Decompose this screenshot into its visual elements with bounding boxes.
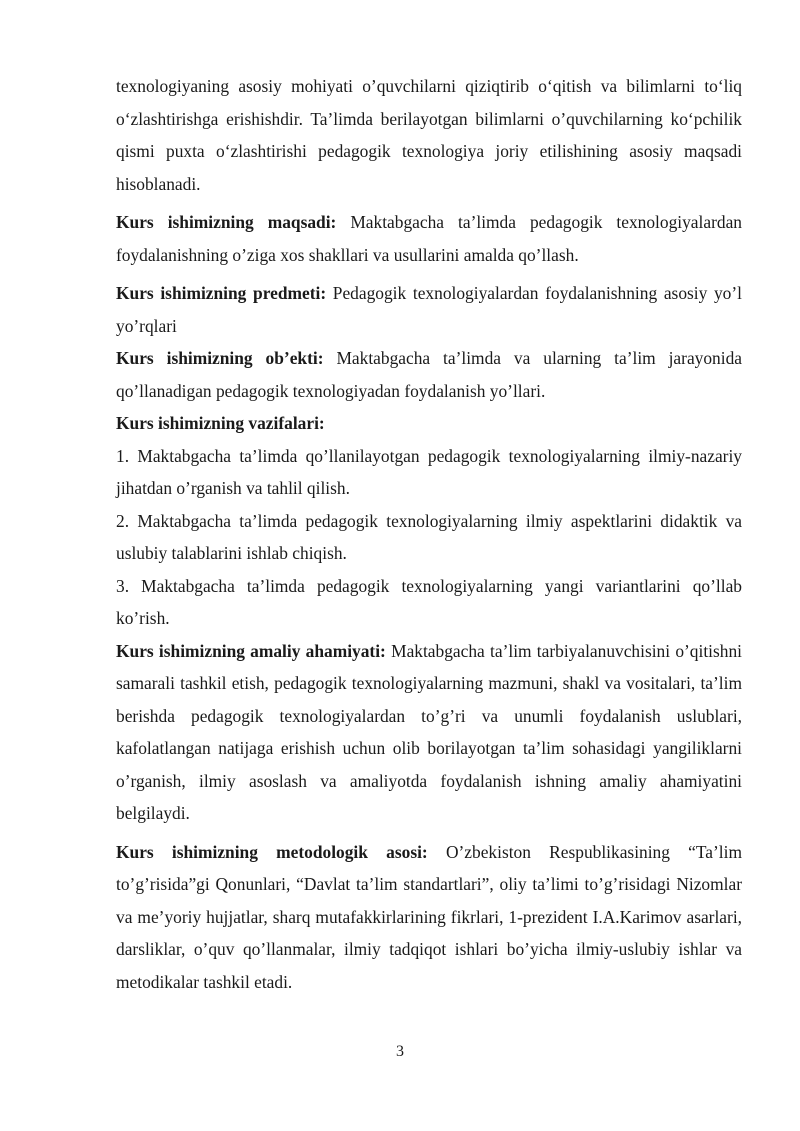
- task-item-3: [116, 570, 742, 635]
- task-item-1: [116, 440, 742, 505]
- tasks-label: Kurs ishimizning vazifalari:: [116, 413, 325, 433]
- practical-significance-text: Maktabgacha ta’lim tarbiyalanuvchisini o’qitishni samarali tashkil etish, pedagogik texnologiyalarning mazmuni, shakl va vositalari, ta’lim berishda pedagogik texnologiyalardan to’g’ri va unumli foydalanish uslublari, kafolatlangan natijaga erishish uchun olib borilayotgan ta’lim sohasidagi yangiliklarni o’rganish, ilmiy asoslash va amaliyotda foydalanish ishning amaliy ahamiyatini belgilaydi.: [116, 640, 742, 823]
- object-label: Kurs ishimizning ob’ekti:: [116, 348, 324, 368]
- object-text: Maktabgacha ta’limda va ularning ta’lim jarayonida qo’llanadigan pedagogik texnologiyadan foydalanish yo’llari.: [116, 348, 742, 401]
- tasks-heading: [116, 407, 742, 440]
- intro-text: texnologiyaning asosiy mohiyati o’quvchilarni qiziqtirib o‘qitish va bilimlarni to‘liq o‘zlashtirishga erishishdir. Ta’limda berilayotgan bilimlarni o’quvchilarning ko‘pchilik qismi puxta o‘zlashtirishi pedagogik texnologiya joriy etilishining asosiy maqsadi hisoblanadi.: [116, 76, 742, 194]
- purpose-text: Maktabgacha ta’limda pedagogik texnologiyalardan foydalanishning o’ziga xos shakllari va usullarini amalda qo’llash.: [116, 212, 742, 265]
- task-item-3-text: 3. Maktabgacha ta’limda pedagogik texnologiyalarning yangi variantlarini qo’llab ko’rish.: [116, 575, 742, 628]
- methodology-paragraph: [116, 836, 742, 999]
- practical-significance-label: Kurs ishimizning amaliy ahamiyati:: [116, 640, 386, 661]
- intro-paragraph: [116, 70, 742, 200]
- page-number: 3: [396, 1043, 404, 1060]
- object-paragraph: [116, 342, 742, 407]
- subject-paragraph: [116, 277, 742, 342]
- practical-significance-paragraph: [116, 635, 742, 830]
- document-page: [116, 70, 742, 998]
- purpose-label: Kurs ishimizning maqsadi:: [116, 212, 337, 232]
- task-item-2-text: 2. Maktabgacha ta’limda pedagogik texnologiyalarning ilmiy aspektlarini didaktik va uslubiy talablarini ishlab chiqish.: [116, 510, 742, 563]
- methodology-label: Kurs ishimizning metodologik asosi:: [116, 841, 428, 862]
- subject-text: Pedagogik texnologiyalardan foydalanishning asosiy yo’l yo’rqlari: [116, 283, 742, 336]
- task-item-2: [116, 505, 742, 570]
- subject-label: Kurs ishimizning predmeti:: [116, 283, 327, 303]
- task-item-1-text: 1. Maktabgacha ta’limda qo’llanilayotgan pedagogik texnologiyalarning ilmiy-nazariy jihatdan o’rganish va tahlil qilish.: [116, 445, 742, 498]
- methodology-text: O’zbekiston Respublikasining “Ta’lim to’g’risida”gi Qonunlari, “Davlat ta’lim standartlari”, oliy ta’limi to’g’risidagi Nizomlar va me’yoriy hujjatlar, sharq mutafakkirlarining fikrlari, 1-prezident I.A.Karimov asarlari, darsliklar, o’quv qo’llanmalar, ilmiy tadqiqot ishlari bo’yicha ilmiy-uslubiy ishlar va metodikalar tashkil etadi.: [116, 841, 742, 992]
- purpose-paragraph: [116, 206, 742, 271]
